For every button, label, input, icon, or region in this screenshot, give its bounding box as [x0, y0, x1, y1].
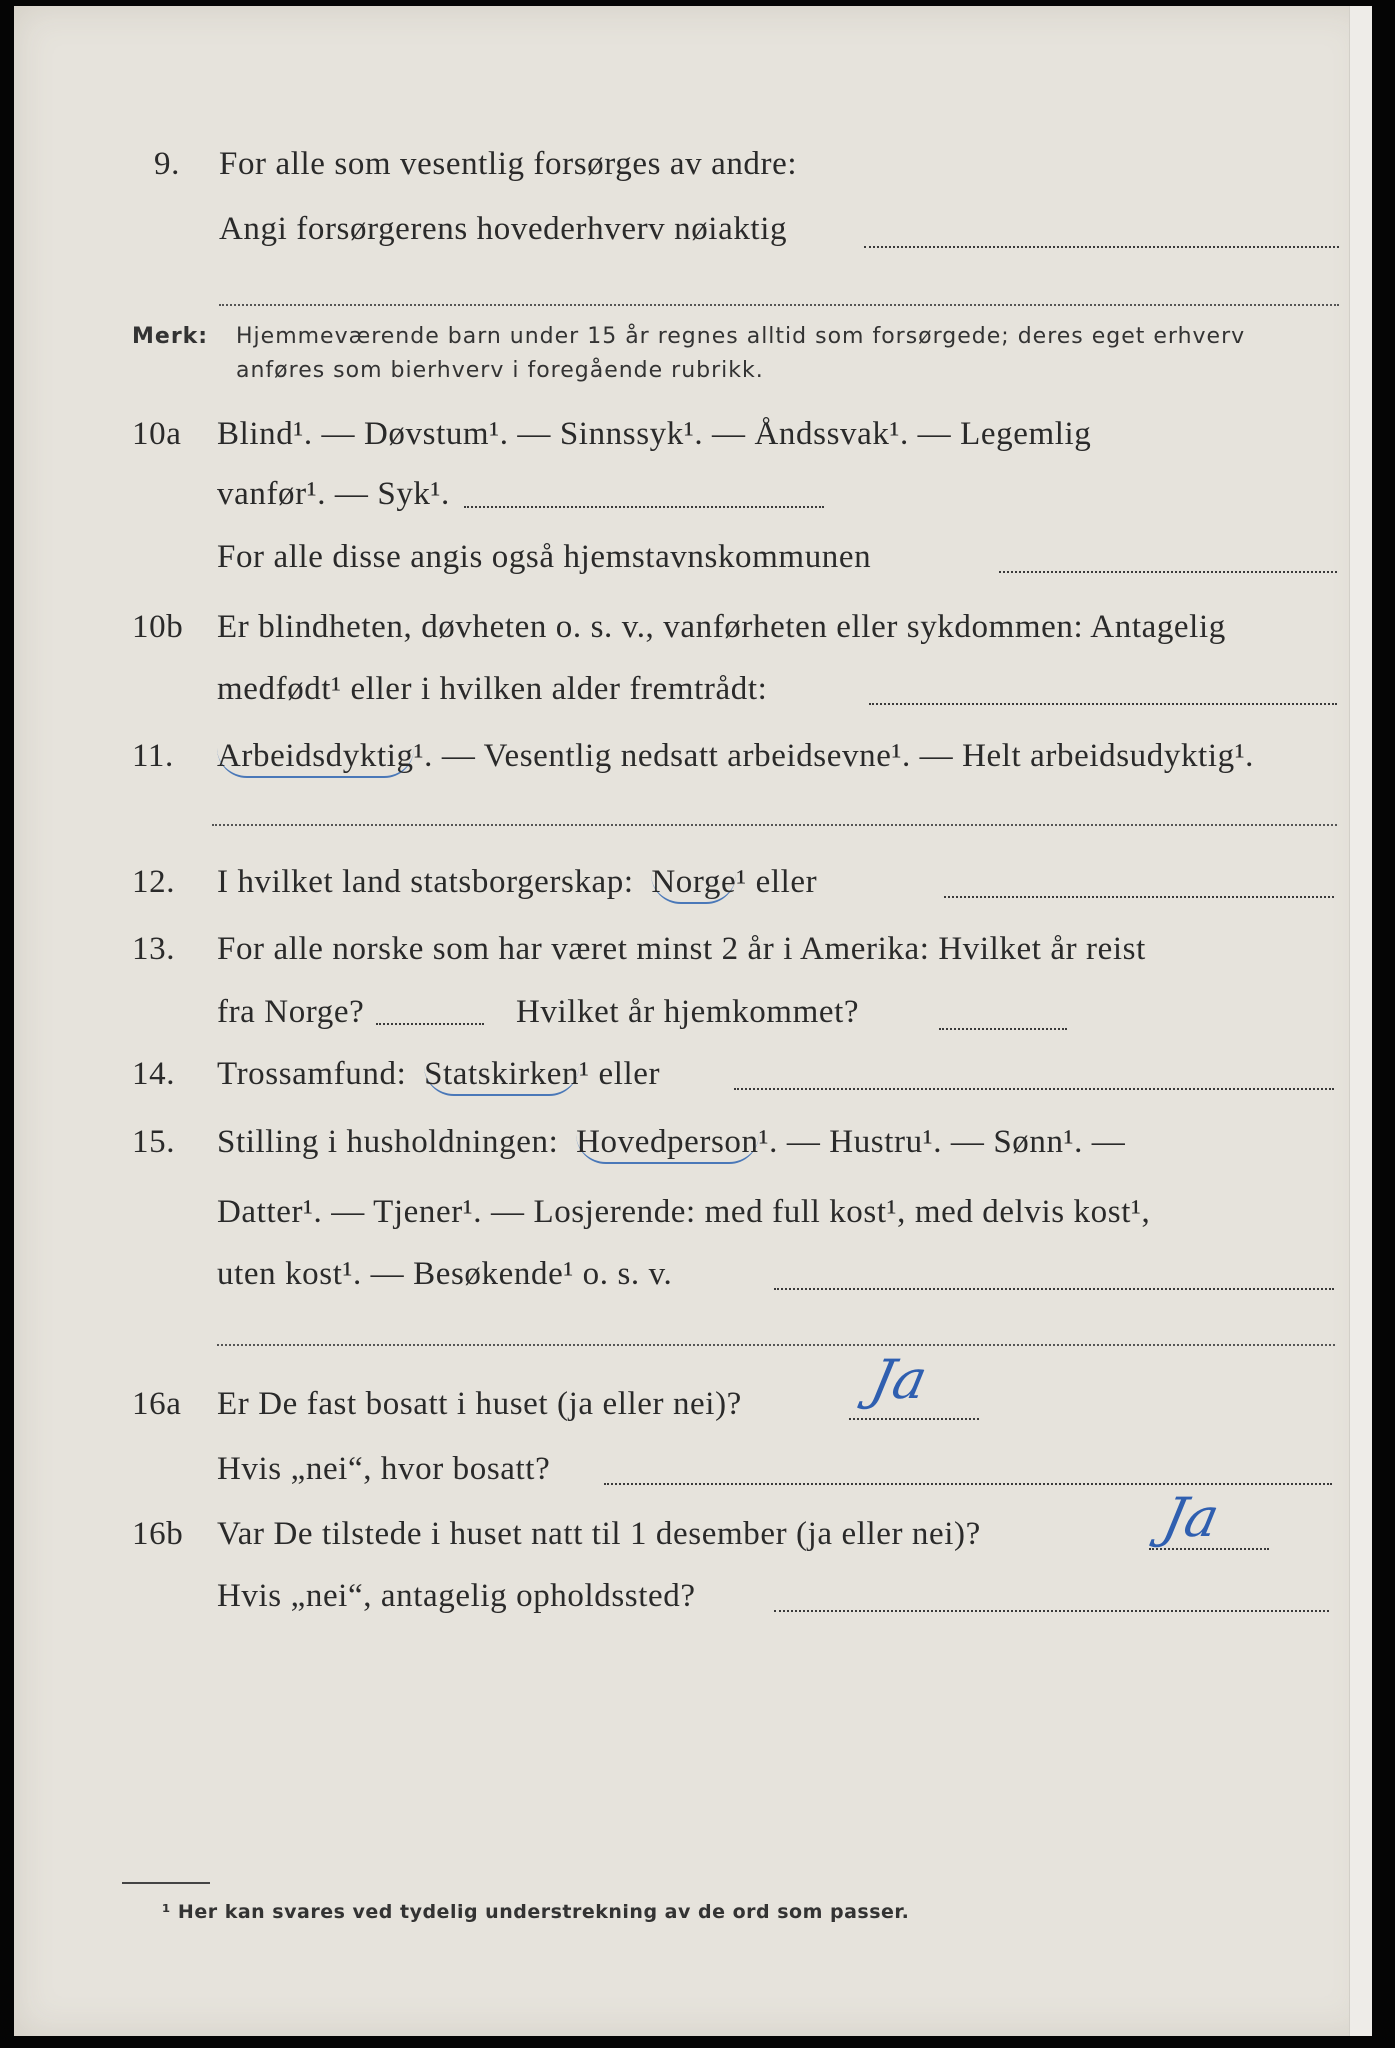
merk-text-1: Hjemmeværende barn under 15 år regnes alltid som forsørgede; deres eget erhverv	[236, 324, 1246, 349]
q10a-options-2: vanfør¹. — Syk¹.	[217, 476, 450, 512]
q15-prompt: Stilling i husholdningen:	[217, 1124, 559, 1160]
q14-prompt: Trossamfund:	[217, 1056, 407, 1092]
q12-answer-line[interactable]	[944, 894, 1334, 898]
footnote: ¹ Her kan svares ved tydelig understrekning av de ord som passer.	[162, 1901, 910, 1923]
q10a-options: Blind¹. — Døvstum¹. — Sinnssyk¹. — Åndssvak¹. — Legemlig	[217, 416, 1092, 452]
q11-rest: ¹. — Vesentlig nedsatt arbeidsevne¹. — Helt arbeidsudyktig¹.	[413, 738, 1255, 774]
q11-options	[217, 738, 1254, 775]
q11-number: 11.	[132, 738, 174, 774]
q14-answer-line[interactable]	[734, 1086, 1334, 1090]
q11-underlined-answer[interactable]: Arbeidsdyktig	[217, 738, 414, 778]
q12-prompt: I hvilket land statsborgerskap:	[217, 864, 634, 900]
footnote-rule	[122, 1882, 210, 1884]
q16a-question: Er De fast bosatt i huset (ja eller nei)?	[217, 1386, 742, 1422]
q14-underlined-answer[interactable]: Statskirken	[424, 1056, 579, 1096]
page-edge	[1349, 6, 1372, 2036]
q14-question	[217, 1056, 660, 1093]
q9-text: For alle som vesentlig forsørges av andre:	[219, 146, 798, 182]
q10b-answer-line[interactable]	[869, 701, 1337, 705]
q16b-question: Var De tilstede i huset natt til 1 desember (ja eller nei)?	[217, 1516, 981, 1552]
q13-question: For alle norske som har været minst 2 år i Amerika: Hvilket år reist	[217, 931, 1146, 967]
q15-extra-line[interactable]	[217, 1344, 1335, 1346]
q16a-answer-line[interactable]	[849, 1416, 979, 1420]
q13-returned-prompt: Hvilket år hjemkommet?	[516, 994, 860, 1030]
q13-departed-line[interactable]	[376, 1021, 484, 1025]
q9-provider-prompt: Angi forsørgerens hovederhverv nøiaktig	[219, 211, 788, 247]
q15-options-2: Datter¹. — Tjener¹. — Losjerende: med full kost¹, med delvis kost¹,	[217, 1194, 1151, 1230]
q13-returned-line[interactable]	[939, 1026, 1067, 1030]
q11-extra-line[interactable]	[212, 824, 1337, 826]
q15-question	[217, 1124, 1125, 1161]
q12-question	[217, 864, 817, 901]
q16a-followup-line[interactable]	[604, 1481, 1332, 1485]
q9-extra-line[interactable]	[219, 304, 1339, 306]
q14-after: ¹ eller	[579, 1056, 661, 1092]
q16a-handwritten-answer: Ja	[865, 1348, 933, 1411]
q10a-municipality-line[interactable]	[999, 569, 1337, 573]
q13-number: 13.	[132, 931, 176, 967]
q10b-question: Er blindheten, døvheten o. s. v., vanførheten eller sykdommen: Antagelig	[217, 609, 1226, 645]
merk-text-2: anføres som bierhverv i foregående rubrikk.	[236, 358, 764, 383]
q10b-number: 10b	[132, 609, 184, 645]
q16a-number: 16a	[132, 1386, 182, 1422]
q12-after: ¹ eller	[736, 864, 818, 900]
q10a-answer-line[interactable]	[464, 504, 824, 508]
q16b-number: 16b	[132, 1516, 184, 1552]
q15-answer-line[interactable]	[774, 1286, 1334, 1290]
census-form-page	[14, 6, 1372, 2036]
q16a-followup: Hvis „nei“, hvor bosatt?	[217, 1451, 551, 1487]
q15-after: ¹. — Hustru¹. — Sønn¹. —	[758, 1124, 1126, 1160]
q10a-municipality-prompt: For alle disse angis også hjemstavnskommunen	[217, 539, 872, 575]
q15-options-3: uten kost¹. — Besøkende¹ o. s. v.	[217, 1256, 673, 1292]
q16b-handwritten-answer: Ja	[1157, 1486, 1225, 1549]
q15-underlined-answer[interactable]: Hovedperson	[576, 1124, 759, 1164]
q9-answer-line[interactable]	[864, 244, 1339, 248]
q16b-followup: Hvis „nei“, antagelig opholdssted?	[217, 1578, 696, 1614]
q12-number: 12.	[132, 864, 176, 900]
q15-number: 15.	[132, 1124, 176, 1160]
q10b-question-2: medfødt¹ eller i hvilken alder fremtrådt:	[217, 671, 768, 707]
q10a-number: 10a	[132, 416, 182, 452]
q16b-followup-line[interactable]	[774, 1608, 1329, 1612]
q9-number: 9.	[154, 146, 180, 182]
merk-label: Merk:	[132, 324, 209, 349]
q13-departed-prompt: fra Norge?	[217, 994, 365, 1030]
q14-number: 14.	[132, 1056, 176, 1092]
q12-underlined-answer[interactable]: Norge	[651, 864, 736, 904]
